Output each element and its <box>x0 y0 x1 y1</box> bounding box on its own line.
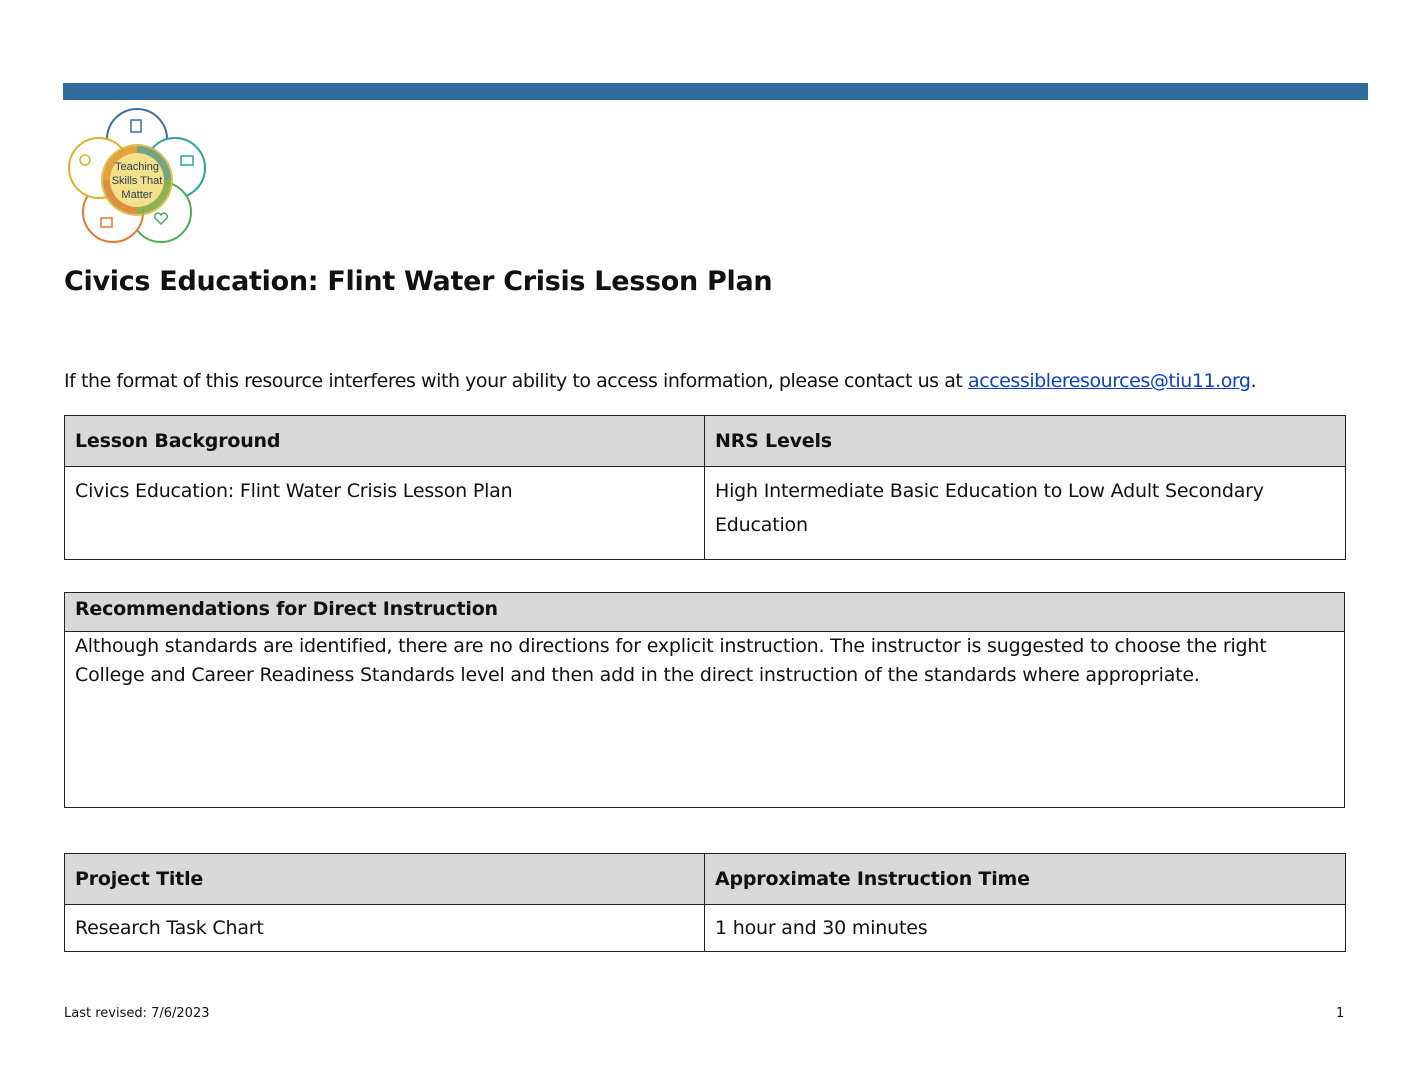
last-revised-footer: Last revised: 7/6/2023 <box>64 1006 210 1021</box>
accessibility-notice <box>64 370 1256 392</box>
instruction-time-cell: 1 hour and 30 minutes <box>705 905 1346 952</box>
page-title: Civics Education: Flint Water Crisis Lesson Plan <box>64 266 773 297</box>
recommendations-header: Recommendations for Direct Instruction <box>65 593 1345 632</box>
lesson-background-header: Lesson Background <box>65 416 705 467</box>
recommendations-table <box>64 592 1345 808</box>
page-number: 1 <box>1336 1006 1345 1021</box>
logo-text-1: Teaching <box>114 161 160 173</box>
instruction-time-header: Approximate Instruction Time <box>705 854 1346 905</box>
top-banner-bar <box>63 83 1368 100</box>
project-table <box>64 853 1346 952</box>
nrs-levels-cell: High Intermediate Basic Education to Low Adult Secondary Education <box>705 467 1346 560</box>
lesson-background-table <box>64 415 1346 560</box>
logo-text-2: Skills That <box>111 175 163 187</box>
logo-text-3: Matter <box>121 189 153 201</box>
recommendations-body: Although standards are identified, there are no directions for explicit instruction. The instructor is suggested to choose the right College and Career Readiness Standards level and then add in the direct instruction of the standards where appropriate. <box>65 632 1345 808</box>
notice-suffix: . <box>1250 370 1257 392</box>
project-title-header: Project Title <box>65 854 705 905</box>
nrs-levels-header: NRS Levels <box>705 416 1346 467</box>
project-title-cell: Research Task Chart <box>65 905 705 952</box>
notice-text: If the format of this resource interferes with your ability to access information, please contact us at <box>64 370 968 392</box>
teaching-skills-logo <box>63 106 209 248</box>
lesson-background-cell: Civics Education: Flint Water Crisis Lesson Plan <box>65 467 705 560</box>
contact-email-link[interactable]: accessibleresources@tiu11.org <box>968 370 1251 392</box>
